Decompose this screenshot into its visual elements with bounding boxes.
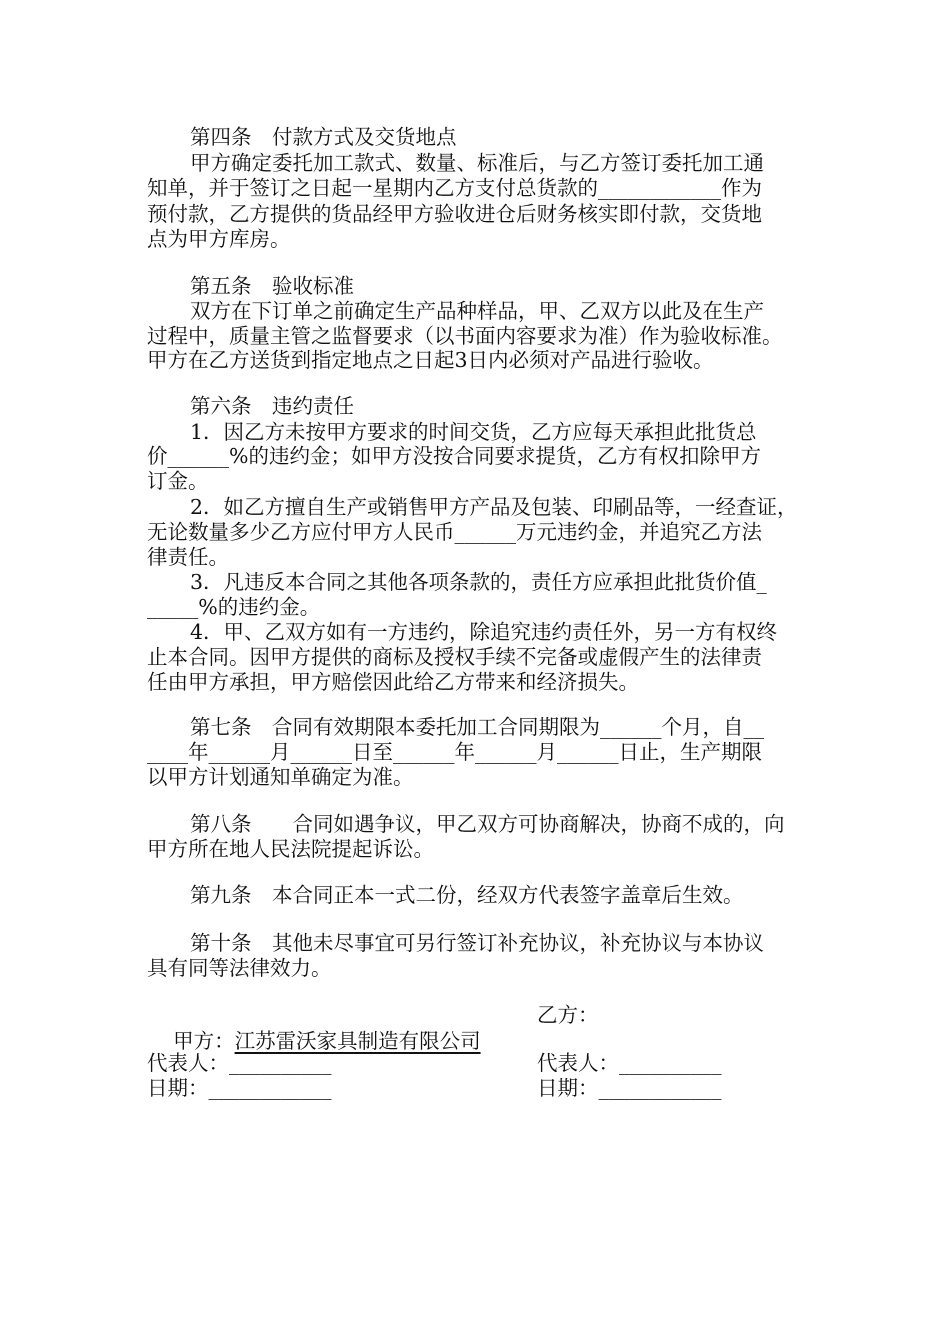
article-4-title: 第四条 付款方式及交货地点 [190,125,457,149]
party-b-date: 日期：____________ [537,1076,722,1100]
article-8-line: 第八条 合同如遇争议，甲乙双方可协商解决，协商不成的，向 [190,812,785,836]
article-6-line: 无论数量多少乙方应付甲方人民币______万元违约金，并追究乙方法 [147,520,762,544]
article-7-line: ____年______月______日至______年______月______日止，生产期限 [147,740,762,764]
article-6-line: 订金。 [147,469,209,493]
article-10-line: 第十条 其他未尽事宜可另行签订补充协议，补充协议与本协议 [190,931,764,955]
party-a [147,1002,481,1053]
article-6-line: 止本合同。因甲方提供的商标及授权手续不完备或虚假产生的法律责 [147,645,762,669]
article-5-title: 第五条 验收标准 [190,274,354,298]
article-5-line: 双方在下订单之前确定生产品种样品，甲、乙双方以此及在生产 [190,299,764,323]
article-6-line: 3．凡违反本合同之其他各项条款的，责任方应承担此批货价值_ [190,570,767,594]
party-b-label: 乙方： [537,1003,599,1027]
party-a-representative: 代表人：__________ [147,1051,332,1075]
article-7-line: 以甲方计划通知单确定为准。 [147,765,414,789]
article-4-line: 甲方确定委托加工款式、数量、标准后，与乙方签订委托加工通 [190,151,764,175]
article-6-line: 律责任。 [147,545,229,569]
party-a-label: 甲方： [173,1029,235,1053]
article-6-line: 4．甲、乙双方如有一方违约，除追究违约责任外，另一方有权终 [190,620,778,644]
article-5-line: 甲方在乙方送货到指定地点之日起3日内必须对产品进行验收。 [147,348,714,372]
article-6-line: 1．因乙方未按甲方要求的时间交货，乙方应每天承担此批货总 [190,420,757,444]
article-6-line: 任由甲方承担，甲方赔偿因此给乙方带来和经济损失。 [147,670,639,694]
article-10-line: 具有同等法律效力。 [147,956,332,980]
party-a-company-name: 江苏雷沃家具制造有限公司 [234,1029,481,1053]
article-6-line: 2．如乙方擅自生产或销售甲方产品及包装、印刷品等，一经查证， [190,495,798,519]
party-a-date: 日期：____________ [147,1076,332,1100]
article-6-title: 第六条 违约责任 [190,394,354,418]
article-4-line: 点为甲方库房。 [147,227,291,251]
article-6-line: 价______%的违约金；如甲方没按合同要求提货，乙方有权扣除甲方 [147,444,761,468]
article-7-line: 第七条 合同有效期限本委托加工合同期限为______个月，自__ [190,715,764,739]
party-b-representative: 代表人：__________ [537,1051,722,1075]
article-8-line: 甲方所在地人民法院提起诉讼。 [147,837,434,861]
article-5-line: 过程中，质量主管之监督要求（以书面内容要求为准）作为验收标准。 [147,324,783,348]
article-9-line: 第九条 本合同正本一式二份，经双方代表签字盖章后生效。 [190,883,744,907]
article-6-line: _____%的违约金。 [147,595,321,619]
article-4-line: 预付款，乙方提供的货品经甲方验收进仓后财务核实即付款，交货地 [147,202,762,226]
article-4-line: 知单，并于签订之日起一星期内乙方支付总货款的____________作为 [147,176,762,200]
